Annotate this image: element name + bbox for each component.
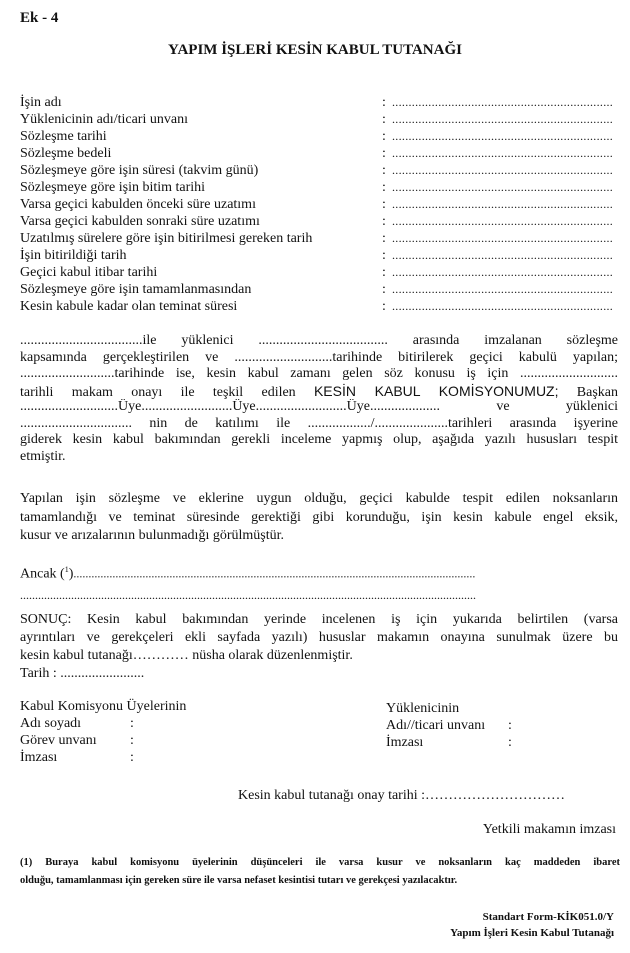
paragraph-line: ...........................tarihinde ise, kesin kabul zamanı gelen söz konusu iş için ............................ xyxy=(20,366,618,381)
signature-label: İmzası xyxy=(20,750,58,765)
paragraph-line: giderek kesin kabul bakımından gerekli inceleme yapmış olup, aşağıda yazılı hususları tespit xyxy=(20,432,618,447)
signature-row[interactable] xyxy=(386,717,616,734)
paragraph-line xyxy=(20,383,618,400)
field-blank[interactable]: ................................................................... xyxy=(392,197,614,211)
field-row xyxy=(20,298,620,315)
paragraph-line: ...................................ile yüklenici ..................................... arasında imzalanan sözleşme xyxy=(20,333,618,348)
commission-paragraph xyxy=(20,333,618,465)
ancak-line xyxy=(20,561,618,584)
paragraph-text: tarihli makam onayı ile teşkil edilen xyxy=(20,384,296,399)
field-colon: : xyxy=(382,95,386,110)
field-blank[interactable]: ................................................................... xyxy=(392,214,614,228)
field-row xyxy=(20,94,620,111)
signature-row[interactable] xyxy=(386,734,616,751)
signature-colon: : xyxy=(130,716,134,731)
contractor-heading: Yüklenicinin xyxy=(386,701,460,716)
footnote xyxy=(20,854,620,890)
field-colon: : xyxy=(382,129,386,144)
commission-name: KESİN KABUL KOMİSYONUMUZ; xyxy=(313,382,559,399)
ancak-section xyxy=(20,561,618,604)
field-colon: : xyxy=(382,265,386,280)
signature-colon: : xyxy=(508,735,512,750)
field-label: Kesin kabule kadar olan teminat süresi xyxy=(20,299,238,314)
field-row xyxy=(20,247,620,264)
approval-date-field[interactable]: Kesin kabul tutanağı onay tarihi :………………………… xyxy=(238,788,566,803)
signature-label: Görev unvanı xyxy=(20,733,97,748)
paragraph-line: ................................ nin de katılımı ile ................../.....................tarihleri arasında işyerine xyxy=(20,415,618,431)
paragraph-line: SONUÇ: Kesin kabul bakımından yerinde incelenen iş için yukarıda belirtilen (varsa xyxy=(20,612,618,627)
ancak-close: ) xyxy=(68,566,74,582)
field-label: Sözleşme bedeli xyxy=(20,146,112,161)
field-blank[interactable]: ................................................................... xyxy=(392,231,614,245)
paragraph-line: Yapılan işin sözleşme ve eklerine uygun olduğu, geçici kabulde tespit edilen noksanların xyxy=(20,491,618,506)
signature-label: Adı soyadı xyxy=(20,716,82,731)
commission-signature-block xyxy=(20,698,320,766)
field-row xyxy=(20,196,620,213)
annex-label: Ek - 4 xyxy=(20,10,59,26)
paragraph-line: kapsamında gerçekleştirilen ve ............................tarihinde bitirilerek geçici kabulü yapılan; xyxy=(20,349,618,365)
field-blank[interactable]: ................................................................... xyxy=(392,112,614,126)
field-colon: : xyxy=(382,231,386,246)
ancak-blank[interactable]: ........................................................................................................................................................ xyxy=(20,587,476,602)
field-blank[interactable]: ................................................................... xyxy=(392,129,614,143)
field-colon: : xyxy=(382,282,386,297)
signature-colon: : xyxy=(508,718,512,733)
ancak-label: Ancak ( xyxy=(20,566,65,582)
field-blank[interactable]: ................................................................... xyxy=(392,95,614,109)
commission-heading: Kabul Komisyonu Üyelerinin xyxy=(20,699,187,714)
paragraph-line: kusur ve arızalarının bulunmadığı görülmüştür. xyxy=(20,528,285,543)
field-row xyxy=(20,213,620,230)
field-label: Uzatılmış sürelere göre işin bitirilmesi gereken tarih xyxy=(20,231,313,246)
footnote-line: (1) Buraya kabul komisyonu üyelerinin düşünceleri ile varsa kusur ve noksanların kaç maddeden ibaret xyxy=(20,857,620,868)
signature-row[interactable] xyxy=(20,749,320,766)
field-colon: : xyxy=(382,146,386,161)
field-label: Sözleşme tarihi xyxy=(20,129,107,144)
field-label: Geçici kabul itibar tarihi xyxy=(20,265,158,280)
paragraph-line: ............................Üye..........................Üye..........................Üye.................... ve yüklenici xyxy=(20,399,618,414)
field-colon: : xyxy=(382,214,386,229)
form-code-number: Standart Form-KİK051.0/Y xyxy=(482,911,614,923)
paragraph-line: tamamlandığı ve teminat süresinde gerektiği gibi korunduğu, işin kesin kabule engel eksik, xyxy=(20,509,618,525)
field-label: İşin adı xyxy=(20,95,62,110)
signature-colon: : xyxy=(130,750,134,765)
field-colon: : xyxy=(382,248,386,263)
field-colon: : xyxy=(382,112,386,127)
field-label: Sözleşmeye göre işin süresi (takvim günü) xyxy=(20,163,259,178)
signature-row[interactable] xyxy=(20,715,320,732)
field-blank[interactable]: ................................................................... xyxy=(392,180,614,194)
field-blank[interactable]: ................................................................... xyxy=(392,248,614,262)
field-row xyxy=(20,128,620,145)
field-colon: : xyxy=(382,197,386,212)
field-row xyxy=(20,230,620,247)
field-colon: : xyxy=(382,163,386,178)
paragraph-line: ayrıntıları ve gerekçeleri ekli sayfada yazılı) hususlar makamın onayına sunulmak üzere bu xyxy=(20,630,618,645)
ancak-blank[interactable]: ...................................................................................................................................... xyxy=(73,566,476,581)
info-fields xyxy=(20,94,620,315)
field-row xyxy=(20,145,620,162)
signature-label: İmzası xyxy=(386,735,424,750)
signature-colon: : xyxy=(130,733,134,748)
field-row xyxy=(20,281,620,298)
signature-label: Adı//ticari unvanı xyxy=(386,718,486,733)
field-label: Sözleşmeye göre işin tamamlanmasından xyxy=(20,282,252,297)
footnote-line: olduğu, tamamlanması için gereken süre ile varsa nefaset kesintisi tutarı ve gerekçesi yazılacaktır. xyxy=(20,875,458,886)
result-section xyxy=(20,611,618,683)
field-label: Varsa geçici kabulden önceki süre uzatımı xyxy=(20,197,256,212)
field-blank[interactable]: ................................................................... xyxy=(392,146,614,160)
field-row xyxy=(20,179,620,196)
paragraph-line: etmiştir. xyxy=(20,448,66,464)
signature-row[interactable] xyxy=(20,732,320,749)
field-row xyxy=(20,162,620,179)
authority-signature-label: Yetkili makamın imzası xyxy=(482,822,616,837)
footnote-ref: 1 xyxy=(64,565,69,574)
field-blank[interactable]: ................................................................... xyxy=(392,163,614,177)
findings-paragraph xyxy=(20,490,618,546)
date-field[interactable]: Tarih : ........................ xyxy=(20,666,145,681)
field-label: Yüklenicinin adı/ticari unvanı xyxy=(20,112,188,127)
form-code-title: Yapım İşleri Kesin Kabul Tutanağı xyxy=(450,927,614,939)
field-label: Sözleşmeye göre işin bitim tarihi xyxy=(20,180,206,195)
field-colon: : xyxy=(382,299,386,314)
field-label: Varsa geçici kabulden sonraki süre uzatımı xyxy=(20,214,260,229)
field-row xyxy=(20,111,620,128)
page-title: YAPIM İŞLERİ KESİN KABUL TUTANAĞI xyxy=(168,42,462,58)
field-colon: : xyxy=(382,180,386,195)
field-blank[interactable]: ................................................................... xyxy=(392,282,614,296)
field-blank[interactable]: ................................................................... xyxy=(392,299,614,313)
contractor-signature-block xyxy=(386,700,616,751)
paragraph-line: kesin kabul tutanağı………… nüsha olarak düzenlenmiştir. xyxy=(20,648,353,663)
paragraph-text: Başkan xyxy=(576,384,618,399)
form-code xyxy=(450,909,614,941)
field-label: İşin bitirildiği tarih xyxy=(20,248,127,263)
field-blank[interactable]: ................................................................... xyxy=(392,265,614,279)
field-row xyxy=(20,264,620,281)
